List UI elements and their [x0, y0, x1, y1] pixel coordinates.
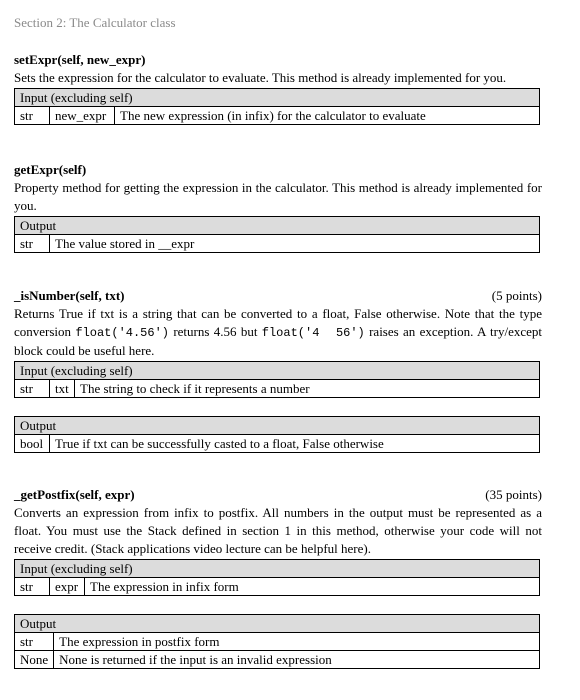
input-table: [14, 88, 540, 125]
description-text: raises an exception. A try/except block could be useful here.: [14, 324, 542, 358]
return-type: None: [15, 651, 54, 669]
method-signature: getExpr(self): [14, 162, 87, 177]
param-type: str: [15, 107, 50, 125]
table-row: [15, 380, 540, 398]
method-getexpr: [14, 162, 542, 253]
method-description: [14, 305, 542, 360]
param-description: The expression in infix form: [85, 578, 540, 596]
method-header: [14, 288, 542, 304]
param-description: The string to check if it represents a number: [75, 380, 540, 398]
output-table-header: Output: [15, 615, 540, 633]
input-table: [14, 361, 540, 398]
output-table: [14, 416, 540, 453]
param-name: expr: [50, 578, 85, 596]
method-points: (35 points): [485, 487, 542, 502]
table-row: [15, 435, 540, 453]
param-name: new_expr: [50, 107, 115, 125]
code-snippet: float('4.56'): [75, 326, 169, 340]
method-signature: _getPostfix(self, expr): [14, 487, 135, 502]
method-description: Property method for getting the expression in the calculator. This method is already implemented for you.: [14, 180, 542, 213]
method-header: [14, 52, 542, 68]
description-text: Returns True if txt is a string that can be converted to a float, False otherwise. Note that the type conversion: [14, 306, 542, 339]
return-description: The expression in postfix form: [54, 633, 540, 651]
input-table-header: Input (excluding self): [15, 560, 540, 578]
return-type: str: [15, 633, 54, 651]
method-header: [14, 487, 542, 503]
return-description: None is returned if the input is an invalid expression: [54, 651, 540, 669]
table-row: [15, 651, 540, 669]
return-type: bool: [15, 435, 50, 453]
output-table: [14, 216, 540, 253]
param-type: str: [15, 380, 50, 398]
param-type: str: [15, 578, 50, 596]
table-row: [15, 578, 540, 596]
method-description: Converts an expression from infix to postfix. All numbers in the output must be represented as a float. You must use the Stack defined in section 1 in this method, otherwise your code will not receive credit. (Stack applications video lecture can be helpful here).: [14, 505, 542, 556]
output-table: [14, 614, 540, 669]
table-row: [15, 107, 540, 125]
description-text: returns 4.56 but: [169, 324, 262, 339]
return-description: The value stored in __expr: [50, 235, 540, 253]
input-table-header: Input (excluding self): [15, 89, 540, 107]
param-name: txt: [50, 380, 75, 398]
method-header: [14, 162, 542, 178]
method-isnumber: [14, 288, 542, 453]
method-signature: _isNumber(self, txt): [14, 288, 125, 303]
output-table-header: Output: [15, 417, 540, 435]
method-getpostfix: [14, 487, 542, 669]
method-points: (5 points): [491, 288, 542, 303]
method-signature: setExpr(self, new_expr): [14, 52, 146, 67]
table-row: [15, 633, 540, 651]
return-type: str: [15, 235, 50, 253]
return-description: True if txt can be successfully casted to a float, False otherwise: [50, 435, 540, 453]
table-row: [15, 235, 540, 253]
code-snippet: float('4 56'): [261, 326, 365, 340]
section-title: Section 2: The Calculator class: [14, 15, 176, 30]
output-table-header: Output: [15, 217, 540, 235]
method-description: Sets the expression for the calculator to evaluate. This method is already implemented for you.: [14, 70, 507, 85]
input-table-header: Input (excluding self): [15, 362, 540, 380]
method-setexpr: [14, 52, 542, 125]
param-description: The new expression (in infix) for the calculator to evaluate: [115, 107, 540, 125]
input-table: [14, 559, 540, 596]
